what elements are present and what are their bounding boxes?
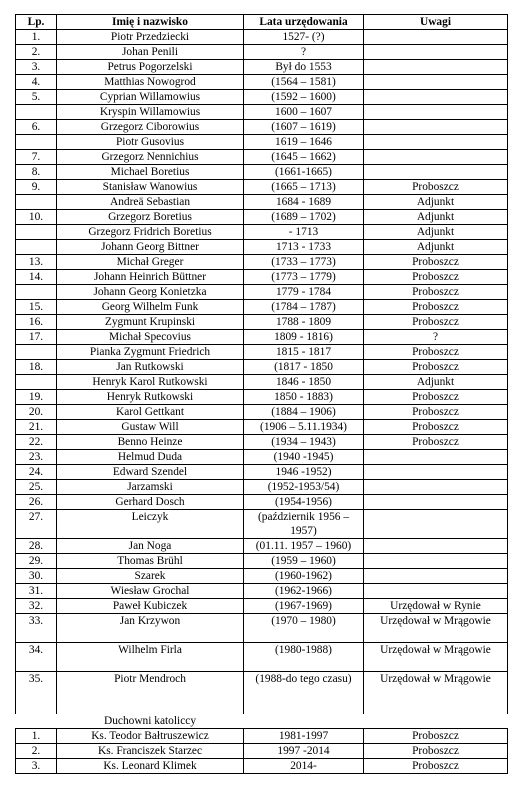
cell-years: (1817 - 1850	[244, 360, 364, 375]
cell-lp: 8.	[16, 165, 57, 180]
cell-notes: Proboszcz	[364, 360, 508, 375]
cell-lp	[16, 345, 57, 360]
cell-years: 2014-	[244, 759, 364, 774]
cell-notes	[364, 584, 508, 599]
cell-years: ?	[244, 45, 364, 60]
cell-name: Grzegorz Ciborowius	[57, 120, 244, 135]
table-row	[16, 729, 508, 744]
cell-notes: Proboszcz	[364, 255, 508, 270]
cell-notes: Adjunkt	[364, 240, 508, 255]
cell-years: (1607 – 1619)	[244, 120, 364, 135]
table-row	[16, 435, 508, 450]
cell-notes: Proboszcz	[364, 744, 508, 759]
cell-notes: Proboszcz	[364, 405, 508, 420]
cell-lp: 31.	[16, 584, 57, 599]
table-row	[16, 270, 508, 285]
table-row	[16, 240, 508, 255]
cell-name: Karol Gettkant	[57, 405, 244, 420]
cell-notes: Adjunkt	[364, 210, 508, 225]
cell-lp	[16, 105, 57, 120]
cell-name: Michał Specovius	[57, 330, 244, 345]
cell-name: Johann Georg Konietzka	[57, 285, 244, 300]
main-table-body	[16, 30, 508, 701]
cell-lp: 23.	[16, 450, 57, 465]
cell-years: 1600 – 1607	[244, 105, 364, 120]
cell-name: Paweł Kubiczek	[57, 599, 244, 614]
cell-notes: Proboszcz	[364, 435, 508, 450]
cell-notes	[364, 480, 508, 495]
table-row	[16, 45, 508, 60]
cell-years: (1733 – 1773)	[244, 255, 364, 270]
table-header-row	[16, 15, 508, 30]
table-row	[16, 569, 508, 584]
table-row	[16, 672, 508, 701]
cell-notes: Proboszcz	[364, 345, 508, 360]
table-row	[16, 744, 508, 759]
cell-lp: 34.	[16, 643, 57, 672]
cell-years: (1689 – 1702)	[244, 210, 364, 225]
cell-lp: 2.	[16, 744, 57, 759]
table-row	[16, 614, 508, 643]
table-row	[16, 554, 508, 569]
table-row	[16, 135, 508, 150]
header-lp: Lp.	[16, 15, 57, 30]
table-row	[16, 225, 508, 240]
spacer-cell	[364, 714, 508, 729]
cell-name: Helmud Duda	[57, 450, 244, 465]
cell-notes	[364, 60, 508, 75]
cell-notes: Proboszcz	[364, 180, 508, 195]
cell-lp: 19.	[16, 390, 57, 405]
cell-name: Grzegorz Fridrich Boretius	[57, 225, 244, 240]
cell-lp: 15.	[16, 300, 57, 315]
table-row	[16, 120, 508, 135]
catholic-table-body	[16, 700, 508, 774]
cell-lp: 6.	[16, 120, 57, 135]
cell-name: Jan Krzywon	[57, 614, 244, 643]
cell-name: Andreä Sebastian	[57, 195, 244, 210]
cell-notes: Proboszcz	[364, 390, 508, 405]
cell-name: Jan Rutkowski	[57, 360, 244, 375]
cell-name: Gustaw Will	[57, 420, 244, 435]
document-sheet	[15, 14, 507, 774]
cell-lp: 1.	[16, 30, 57, 45]
cell-notes: Urzędował w Mrągowie	[364, 614, 508, 643]
cell-name: Johann Georg Bittner	[57, 240, 244, 255]
cell-name: Piotr Mendroch	[57, 672, 244, 701]
cell-notes: Adjunkt	[364, 195, 508, 210]
table-row	[16, 75, 508, 90]
cell-lp: 13.	[16, 255, 57, 270]
cell-name: Cyprian Willamowius	[57, 90, 244, 105]
cell-years: (1954-1956)	[244, 495, 364, 510]
cell-notes: Proboszcz	[364, 759, 508, 774]
cell-notes: Proboszcz	[364, 729, 508, 744]
cell-name: Leiczyk	[57, 510, 244, 539]
cell-notes	[364, 465, 508, 480]
cell-years: (1960-1962)	[244, 569, 364, 584]
cell-years: (1940 -1945)	[244, 450, 364, 465]
header-notes: Uwagi	[364, 15, 508, 30]
cell-name: Petrus Pogorzelski	[57, 60, 244, 75]
table-row	[16, 465, 508, 480]
table-row	[16, 584, 508, 599]
table-row	[16, 300, 508, 315]
cell-years: 1619 – 1646	[244, 135, 364, 150]
table-row	[16, 105, 508, 120]
cell-name: Michael Boretius	[57, 165, 244, 180]
table-row	[16, 759, 508, 774]
cell-years: (1934 – 1943)	[244, 435, 364, 450]
spacer-cell	[57, 700, 244, 714]
cell-years: (październik 1956 – 1957)	[244, 510, 364, 539]
table-row	[16, 330, 508, 345]
cell-years: (1564 – 1581)	[244, 75, 364, 90]
cell-name: Szarek	[57, 569, 244, 584]
cell-notes: Urzędował w Rynie	[364, 599, 508, 614]
cell-lp: 14.	[16, 270, 57, 285]
cell-years: 1713 - 1733	[244, 240, 364, 255]
cell-name: Zygmunt Krupinski	[57, 315, 244, 330]
cell-years: (1962-1966)	[244, 584, 364, 599]
cell-notes	[364, 150, 508, 165]
spacer-cell	[244, 714, 364, 729]
table-row	[16, 599, 508, 614]
cell-years: (1592 – 1600)	[244, 90, 364, 105]
cell-notes	[364, 569, 508, 584]
cell-notes	[364, 45, 508, 60]
cell-lp: 30.	[16, 569, 57, 584]
cell-lp: 26.	[16, 495, 57, 510]
cell-lp: 27.	[16, 510, 57, 539]
cell-lp: 21.	[16, 420, 57, 435]
cell-years: 1981-1997	[244, 729, 364, 744]
cell-years: 1815 - 1817	[244, 345, 364, 360]
cell-years: (1906 – 5.11.1934)	[244, 420, 364, 435]
cell-notes	[364, 165, 508, 180]
cell-name: Henryk Karol Rutkowski	[57, 375, 244, 390]
cell-name: Johann Heinrich Büttner	[57, 270, 244, 285]
cell-years: 1527- (?)	[244, 30, 364, 45]
cell-lp: 32.	[16, 599, 57, 614]
cell-name: Piotr Przedziecki	[57, 30, 244, 45]
cell-name: Wilhelm Firla	[57, 643, 244, 672]
cell-years: (1884 – 1906)	[244, 405, 364, 420]
cell-notes	[364, 30, 508, 45]
cell-name: Grzegorz Boretius	[57, 210, 244, 225]
cell-lp: 7.	[16, 150, 57, 165]
cell-years: 1946 -1952)	[244, 465, 364, 480]
clergy-table	[15, 14, 508, 774]
cell-years: (1988-do tego czasu)	[244, 672, 364, 701]
table-row	[16, 480, 508, 495]
cell-lp: 18.	[16, 360, 57, 375]
cell-lp	[16, 240, 57, 255]
section-title: Duchowni katoliccy	[103, 715, 197, 727]
cell-name: Matthias Nowogrod	[57, 75, 244, 90]
cell-name: Ks. Teodor Bałtruszewicz	[57, 729, 244, 744]
cell-notes	[364, 510, 508, 539]
cell-years: 1846 - 1850	[244, 375, 364, 390]
spacer-cell	[244, 700, 364, 714]
section-title-row	[16, 714, 508, 729]
table-row	[16, 420, 508, 435]
cell-name: Piotr Gusovius	[57, 135, 244, 150]
cell-years: (1784 – 1787)	[244, 300, 364, 315]
header-years: Lata urzędowania	[244, 15, 364, 30]
cell-lp: 28.	[16, 539, 57, 554]
cell-years: 1684 - 1689	[244, 195, 364, 210]
cell-notes: Adjunkt	[364, 375, 508, 390]
cell-name: Benno Heinze	[57, 435, 244, 450]
table-row	[16, 510, 508, 539]
cell-name: Georg Wilhelm Funk	[57, 300, 244, 315]
cell-years: Był do 1553	[244, 60, 364, 75]
cell-name: Wiesław Grochal	[57, 584, 244, 599]
table-row	[16, 180, 508, 195]
cell-lp: 16.	[16, 315, 57, 330]
cell-notes: Proboszcz	[364, 270, 508, 285]
cell-notes: Urzędował w Mrągowie	[364, 643, 508, 672]
cell-lp: 17.	[16, 330, 57, 345]
cell-years: 1779 - 1784	[244, 285, 364, 300]
table-row	[16, 60, 508, 75]
table-row	[16, 30, 508, 45]
cell-name: Gerhard Dosch	[57, 495, 244, 510]
cell-name: Thomas Brühl	[57, 554, 244, 569]
table-row	[16, 165, 508, 180]
cell-name: Edward Szendel	[57, 465, 244, 480]
cell-years: (1980-1988)	[244, 643, 364, 672]
cell-notes	[364, 135, 508, 150]
table-row	[16, 643, 508, 672]
cell-lp	[16, 285, 57, 300]
table-row	[16, 210, 508, 225]
table-row	[16, 375, 508, 390]
header-name: Imię i nazwisko	[57, 15, 244, 30]
cell-lp	[16, 225, 57, 240]
table-row	[16, 90, 508, 105]
cell-name: Kryspin Willamowius	[57, 105, 244, 120]
cell-lp: 25.	[16, 480, 57, 495]
cell-notes	[364, 105, 508, 120]
cell-notes: Proboszcz	[364, 420, 508, 435]
table-row	[16, 405, 508, 420]
cell-lp: 1.	[16, 729, 57, 744]
cell-lp	[16, 375, 57, 390]
cell-lp: 33.	[16, 614, 57, 643]
cell-years: (1967-1969)	[244, 599, 364, 614]
section-spacer	[16, 700, 508, 714]
table-row	[16, 345, 508, 360]
cell-years: (1661-1665)	[244, 165, 364, 180]
table-row	[16, 539, 508, 554]
cell-name: Stanisław Wanowius	[57, 180, 244, 195]
cell-lp: 4.	[16, 75, 57, 90]
cell-years: 1788 - 1809	[244, 315, 364, 330]
cell-notes	[364, 495, 508, 510]
cell-lp: 20.	[16, 405, 57, 420]
cell-years: - 1713	[244, 225, 364, 240]
spacer-cell	[364, 700, 508, 714]
cell-years: 1850 - 1883)	[244, 390, 364, 405]
cell-lp: 35.	[16, 672, 57, 701]
cell-notes: ?	[364, 330, 508, 345]
cell-years: (1970 – 1980)	[244, 614, 364, 643]
cell-name: Jan Noga	[57, 539, 244, 554]
cell-years: 1997 -2014	[244, 744, 364, 759]
cell-notes	[364, 90, 508, 105]
cell-notes: Proboszcz	[364, 285, 508, 300]
table-row	[16, 495, 508, 510]
cell-notes	[364, 450, 508, 465]
cell-name: Johan Penili	[57, 45, 244, 60]
cell-lp: 2.	[16, 45, 57, 60]
cell-notes: Proboszcz	[364, 315, 508, 330]
cell-notes: Urzędował w Mrągowie	[364, 672, 508, 701]
cell-lp: 10.	[16, 210, 57, 225]
table-row	[16, 315, 508, 330]
cell-lp: 29.	[16, 554, 57, 569]
cell-name: Ks. Leonard Klimek	[57, 759, 244, 774]
cell-notes	[364, 120, 508, 135]
cell-name: Grzegorz Nennichius	[57, 150, 244, 165]
table-row	[16, 450, 508, 465]
cell-years: (1773 – 1779)	[244, 270, 364, 285]
table-row	[16, 390, 508, 405]
cell-years: (1952-1953/54)	[244, 480, 364, 495]
table-row	[16, 285, 508, 300]
cell-name: Michał Greger	[57, 255, 244, 270]
cell-notes	[364, 539, 508, 554]
cell-years: 1809 - 1816)	[244, 330, 364, 345]
spacer-cell	[16, 714, 57, 729]
cell-name: Henryk Rutkowski	[57, 390, 244, 405]
spacer-cell	[16, 700, 57, 714]
cell-lp: 5.	[16, 90, 57, 105]
cell-notes: Adjunkt	[364, 225, 508, 240]
cell-lp: 3.	[16, 759, 57, 774]
cell-lp: 9.	[16, 180, 57, 195]
table-row	[16, 360, 508, 375]
cell-years: (1665 – 1713)	[244, 180, 364, 195]
cell-years: (1645 – 1662)	[244, 150, 364, 165]
cell-name: Ks. Franciszek Starzec	[57, 744, 244, 759]
cell-lp	[16, 135, 57, 150]
cell-name: Jarzamski	[57, 480, 244, 495]
cell-lp: 22.	[16, 435, 57, 450]
table-row	[16, 150, 508, 165]
cell-notes	[364, 554, 508, 569]
table-row	[16, 195, 508, 210]
cell-notes: Proboszcz	[364, 300, 508, 315]
cell-notes	[364, 75, 508, 90]
cell-name: Pianka Zygmunt Friedrich	[57, 345, 244, 360]
cell-years: (1959 – 1960)	[244, 554, 364, 569]
cell-lp: 24.	[16, 465, 57, 480]
table-row	[16, 255, 508, 270]
cell-years: (01.11. 1957 – 1960)	[244, 539, 364, 554]
cell-lp: 3.	[16, 60, 57, 75]
cell-lp	[16, 195, 57, 210]
